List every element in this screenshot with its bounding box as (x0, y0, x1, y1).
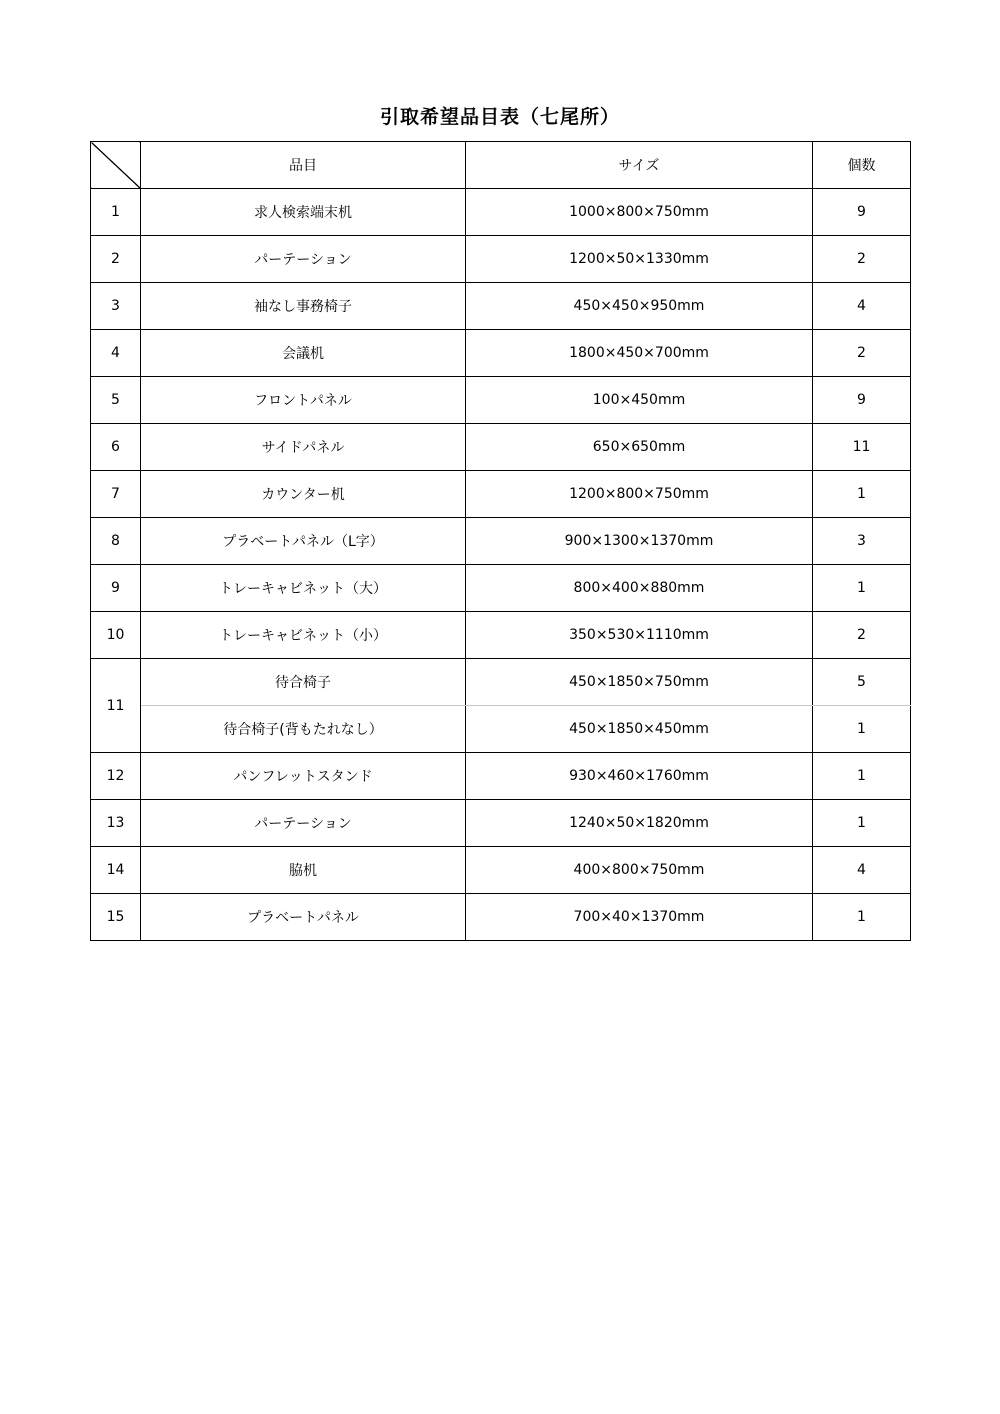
page-title: 引取希望品目表（七尾所） (379, 106, 620, 128)
row-item: フロントパネル (141, 377, 466, 424)
corner-diagonal-cell (91, 142, 141, 189)
row-qty: 3 (813, 518, 911, 565)
row-size: 1200×800×750mm (466, 471, 813, 518)
row-number: 9 (91, 565, 141, 612)
row-number: 12 (91, 753, 141, 800)
row-item: 会議机 (141, 330, 466, 377)
table-row (91, 330, 911, 377)
row-number: 4 (91, 330, 141, 377)
row-item: 求人検索端末机 (141, 189, 466, 236)
row-qty: 1 (813, 565, 911, 612)
row-qty: 1 (813, 471, 911, 518)
row-number: 13 (91, 800, 141, 847)
table-row (91, 565, 911, 612)
row-number: 1 (91, 189, 141, 236)
row-qty: 1 (813, 706, 911, 753)
table-row (91, 518, 911, 565)
row-size: 450×1850×750mm (466, 659, 813, 706)
row-size: 1800×450×700mm (466, 330, 813, 377)
row-item: パンフレットスタンド (141, 753, 466, 800)
row-size: 800×400×880mm (466, 565, 813, 612)
row-size: 450×1850×450mm (466, 706, 813, 753)
row-item: トレーキャビネット（大） (141, 565, 466, 612)
row-qty: 2 (813, 330, 911, 377)
row-qty: 1 (813, 753, 911, 800)
table-row (91, 189, 911, 236)
row-size: 450×450×950mm (466, 283, 813, 330)
table-row (91, 612, 911, 659)
row-number: 5 (91, 377, 141, 424)
row-item: 袖なし事務椅子 (141, 283, 466, 330)
table-row (91, 847, 911, 894)
row-qty: 4 (813, 283, 911, 330)
table-header-row (91, 142, 911, 189)
row-size: 900×1300×1370mm (466, 518, 813, 565)
header-size: サイズ (466, 142, 813, 189)
row-item: トレーキャビネット（小） (141, 612, 466, 659)
row-item: 待合椅子(背もたれなし） (141, 706, 466, 753)
row-qty: 2 (813, 236, 911, 283)
row-number: 2 (91, 236, 141, 283)
table-row (91, 236, 911, 283)
row-qty: 2 (813, 612, 911, 659)
table-row (91, 706, 911, 753)
row-qty: 11 (813, 424, 911, 471)
table-row (91, 377, 911, 424)
row-number: 3 (91, 283, 141, 330)
row-item: プラベートパネル (141, 894, 466, 941)
row-number: 7 (91, 471, 141, 518)
row-size: 930×460×1760mm (466, 753, 813, 800)
row-qty: 9 (813, 189, 911, 236)
row-item: 脇机 (141, 847, 466, 894)
table-row (91, 424, 911, 471)
table-row (91, 283, 911, 330)
table-row (91, 800, 911, 847)
row-qty: 1 (813, 894, 911, 941)
row-item: サイドパネル (141, 424, 466, 471)
row-qty: 1 (813, 800, 911, 847)
row-item: プラベートパネル（L字） (141, 518, 466, 565)
row-number: 6 (91, 424, 141, 471)
row-number: 11 (91, 659, 141, 753)
row-number: 8 (91, 518, 141, 565)
row-size: 1240×50×1820mm (466, 800, 813, 847)
row-size: 400×800×750mm (466, 847, 813, 894)
header-item: 品目 (141, 142, 466, 189)
row-number: 14 (91, 847, 141, 894)
row-qty: 5 (813, 659, 911, 706)
table-row (91, 894, 911, 941)
row-item: パーテーション (141, 800, 466, 847)
table-row (91, 659, 911, 706)
row-number: 10 (91, 612, 141, 659)
row-item: カウンター机 (141, 471, 466, 518)
row-qty: 9 (813, 377, 911, 424)
row-number: 15 (91, 894, 141, 941)
items-table (90, 141, 911, 941)
row-qty: 4 (813, 847, 911, 894)
row-size: 700×40×1370mm (466, 894, 813, 941)
row-size: 350×530×1110mm (466, 612, 813, 659)
header-qty: 個数 (813, 142, 911, 189)
row-size: 100×450mm (466, 377, 813, 424)
table-row (91, 753, 911, 800)
row-size: 1000×800×750mm (466, 189, 813, 236)
row-size: 650×650mm (466, 424, 813, 471)
row-item: パーテーション (141, 236, 466, 283)
row-item: 待合椅子 (141, 659, 466, 706)
table-row (91, 471, 911, 518)
row-size: 1200×50×1330mm (466, 236, 813, 283)
